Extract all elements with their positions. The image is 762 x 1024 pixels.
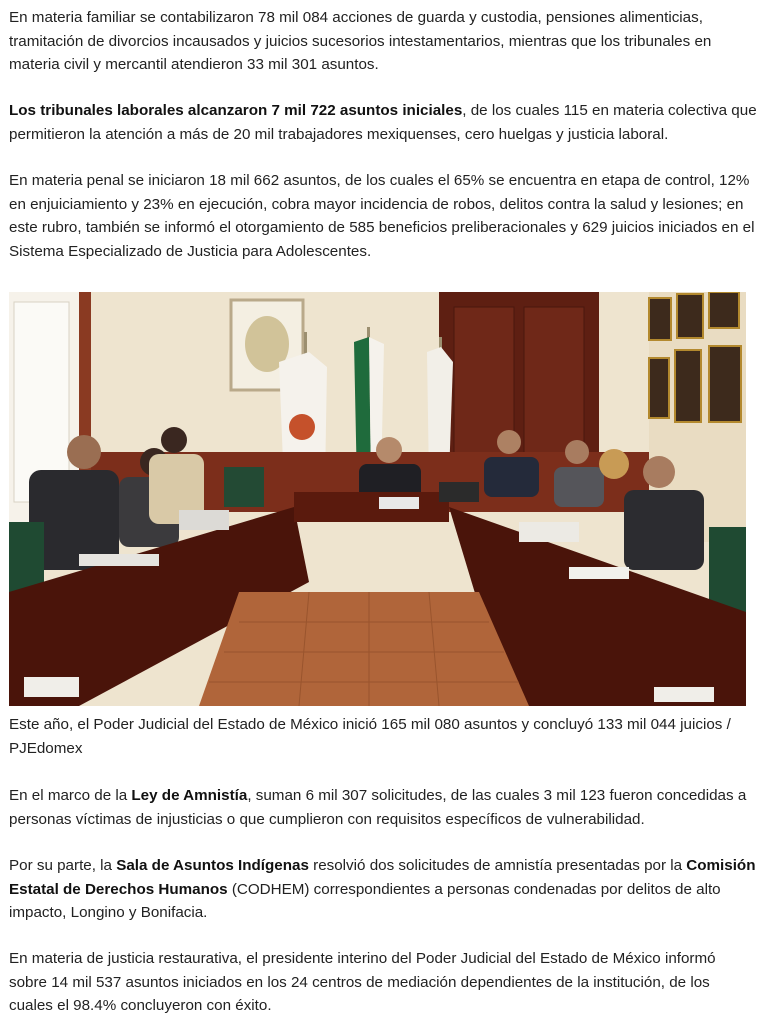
bold-codhem: Comisión Estatal de Derechos Humanos xyxy=(9,857,756,898)
meeting-photo xyxy=(9,292,746,706)
paragraph-indigenas xyxy=(9,854,757,925)
text-indigenas-mid: resolvió dos solicitudes de amnistía presentadas por la xyxy=(308,857,687,874)
paragraph-laboral xyxy=(9,99,757,146)
paragraph-familiar: En materia familiar se contabilizaron 78 mil 084 acciones de guarda y custodia, pensiones alimenticias, tramitación de divorcios incausados y juicios sucesorios intestamentarios, mientras que los tribunales en materia civil y mercantil atendieron 33 mil 301 asuntos. xyxy=(9,9,712,74)
paragraph-restaurativa: En materia de justicia restaurativa, el presidente interino del Poder Judicial del Estado de México informó sobre 14 mil 537 asuntos iniciados en los 24 centros de mediación dependientes de la institución, de los cuales el 98.4% concluyeron con éxito. xyxy=(9,950,716,1015)
bold-sala-indigenas: Sala de Asuntos Indígenas xyxy=(116,857,309,874)
text-laboral: , de los cuales 115 en materia colectiva que permitieron la atención a más de 20 mil trabajadores mexiquenses, cero huelgas y justicia laboral. xyxy=(9,102,757,143)
text-amnistia-rest: , suman 6 mil 307 solicitudes, de las cuales 3 mil 123 fueron concedidas a personas víctimas de injusticias o que cumplieron con requisitos específicos de vulnerabilidad. xyxy=(9,787,747,828)
bold-laboral: Los tribunales laborales alcanzaron 7 mil 722 asuntos iniciales xyxy=(9,102,463,119)
text-amnistia-pre: En el marco de la xyxy=(9,787,132,804)
paragraph-penal: En materia penal se iniciaron 18 mil 662 asuntos, de los cuales el 65% se encuentra en etapa de control, 12% en enjuiciamiento y 23% en ejecución, cobra mayor incidencia de robos, delitos contra la salud y lesiones; en este rubro, también se informó el otorgamiento de 585 beneficios preliberacionales y 629 juicios iniciados en el Sistema Especializado de Justicia para Adolescentes. xyxy=(9,172,755,260)
paragraph-amnistia xyxy=(9,784,757,831)
photo-caption: Este año, el Poder Judicial del Estado de México inició 165 mil 080 asuntos y concluyó 133 mil 044 juicios / PJEdomex xyxy=(9,716,731,757)
bold-ley-amnistia: Ley de Amnistía xyxy=(131,787,248,804)
text-indigenas-pre: Por su parte, la xyxy=(9,857,117,874)
text-indigenas-rest: (CODHEM) correspondientes a personas condenadas por delitos de alto impacto, Longino y Bonifacia. xyxy=(9,880,721,922)
